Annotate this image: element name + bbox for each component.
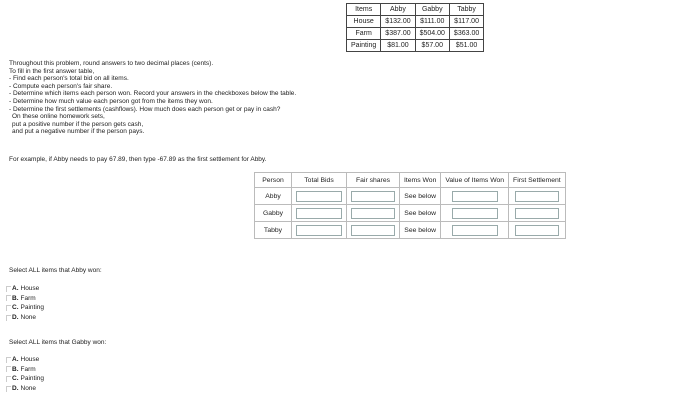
answer-header-row	[255, 173, 566, 188]
bids-value: $51.00	[449, 40, 483, 52]
instruction-line: On these online homework sets,	[12, 113, 105, 121]
person-name: Tabby	[255, 222, 292, 239]
total-bids-input[interactable]	[296, 208, 342, 219]
total-bids-input[interactable]	[296, 191, 342, 202]
option-farm[interactable]	[6, 294, 44, 304]
instructions	[9, 60, 409, 136]
bids-header: Tabby	[449, 4, 483, 16]
checkbox[interactable]	[6, 357, 11, 363]
bids-value: $363.00	[449, 28, 483, 40]
question-gabby-options	[6, 355, 44, 393]
fair-share-input[interactable]	[351, 225, 395, 236]
answer-row	[255, 188, 566, 205]
answer-header: Person	[255, 173, 292, 188]
option-painting[interactable]	[6, 303, 44, 313]
checkbox[interactable]	[6, 295, 11, 301]
person-name: Gabby	[255, 205, 292, 222]
option-none[interactable]	[6, 384, 44, 394]
value-won-input[interactable]	[452, 191, 498, 202]
answer-header: Value of Items Won	[441, 173, 509, 188]
question-gabby-prompt: Select ALL items that Gabby won:	[9, 339, 107, 346]
instruction-line: - Compute each person's fair share.	[9, 82, 113, 90]
bids-value: $387.00	[381, 28, 415, 40]
bids-header: Abby	[381, 4, 415, 16]
value-won-cell	[441, 205, 509, 222]
instruction-line: Throughout this problem, round answers to two decimal places (cents).	[9, 60, 214, 67]
answer-row	[255, 205, 566, 222]
bids-value: $81.00	[381, 40, 415, 52]
instruction-line: - Find each person's total bid on all items.	[9, 75, 129, 83]
answer-header: Items Won	[400, 173, 441, 188]
option-label: None	[20, 313, 37, 321]
checkbox[interactable]	[6, 286, 11, 292]
bids-table	[346, 3, 484, 52]
bids-value: $504.00	[415, 28, 449, 40]
answer-header: Total Bids	[292, 173, 347, 188]
instruction-line: - Determine which items each person won. Record your answers in the checkboxes below the table.	[9, 90, 297, 98]
checkbox[interactable]	[6, 386, 11, 392]
fair-share-input[interactable]	[351, 208, 395, 219]
settlement-cell	[509, 205, 566, 222]
bids-item: Painting	[347, 40, 381, 52]
checkbox[interactable]	[6, 376, 11, 382]
items-won-text: See below	[400, 222, 441, 239]
bids-value: $132.00	[381, 16, 415, 28]
total-bids-cell	[292, 222, 347, 239]
option-farm[interactable]	[6, 365, 44, 375]
answer-header: Fair shares	[347, 173, 400, 188]
option-label: Farm	[20, 294, 36, 302]
items-won-text: See below	[400, 205, 441, 222]
option-label: Farm	[20, 365, 36, 373]
fair-share-cell	[347, 205, 400, 222]
instruction-line: and put a negative number if the person pays.	[12, 128, 145, 136]
bids-header: Gabby	[415, 4, 449, 16]
checkbox[interactable]	[6, 366, 11, 372]
answer-table	[254, 172, 566, 239]
instruction-line: - Determine the first settlements (cashflows). How much does each person get or pay in cash?	[9, 105, 281, 113]
question-abby-prompt: Select ALL items that Abby won:	[9, 267, 102, 274]
bids-value: $111.00	[415, 16, 449, 28]
instruction-line: To fill in the first answer table,	[9, 67, 95, 75]
bids-value: $57.00	[415, 40, 449, 52]
option-letter: B.	[12, 294, 19, 302]
option-none[interactable]	[6, 313, 44, 323]
option-letter: C.	[12, 375, 19, 383]
checkbox[interactable]	[6, 305, 11, 311]
option-label: None	[20, 384, 37, 392]
bids-row	[347, 28, 484, 40]
fair-share-cell	[347, 188, 400, 205]
fair-share-cell	[347, 222, 400, 239]
settlement-input[interactable]	[515, 191, 559, 202]
total-bids-cell	[292, 188, 347, 205]
bids-header: Items	[347, 4, 381, 16]
settlement-cell	[509, 222, 566, 239]
bids-row	[347, 40, 484, 52]
value-won-cell	[441, 188, 509, 205]
bids-value: $117.00	[449, 16, 483, 28]
items-won-text: See below	[400, 188, 441, 205]
value-won-cell	[441, 222, 509, 239]
bids-item: Farm	[347, 28, 381, 40]
answer-header: First Settlement	[509, 173, 566, 188]
option-label: House	[20, 356, 40, 363]
option-letter: D.	[12, 313, 19, 321]
option-label: House	[20, 285, 40, 292]
option-letter: B.	[12, 365, 19, 373]
answer-row	[255, 222, 566, 239]
question-abby-options	[6, 284, 44, 322]
option-house[interactable]	[6, 355, 44, 365]
bids-header-row	[347, 4, 484, 16]
instruction-line: put a positive number if the person gets cash,	[12, 120, 144, 128]
example-text: For example, if Abby needs to pay 67.89, then type -67.89 as the first settlement for Abby.	[9, 156, 267, 163]
settlement-cell	[509, 188, 566, 205]
option-letter: A.	[12, 285, 19, 292]
instruction-line: - Determine how much value each person got from the items they won.	[9, 97, 213, 105]
total-bids-input[interactable]	[296, 225, 342, 236]
person-name: Abby	[255, 188, 292, 205]
option-letter: C.	[12, 304, 19, 312]
total-bids-cell	[292, 205, 347, 222]
option-house[interactable]	[6, 284, 44, 294]
settlement-input[interactable]	[515, 208, 559, 219]
option-label: Painting	[20, 375, 44, 383]
settlement-input[interactable]	[515, 225, 559, 236]
option-painting[interactable]	[6, 374, 44, 384]
checkbox[interactable]	[6, 315, 11, 321]
option-letter: D.	[12, 384, 19, 392]
option-label: Painting	[20, 304, 44, 312]
bids-item: House	[347, 16, 381, 28]
fair-share-input[interactable]	[351, 191, 395, 202]
value-won-input[interactable]	[452, 208, 498, 219]
bids-row	[347, 16, 484, 28]
option-letter: A.	[12, 356, 19, 363]
value-won-input[interactable]	[452, 225, 498, 236]
